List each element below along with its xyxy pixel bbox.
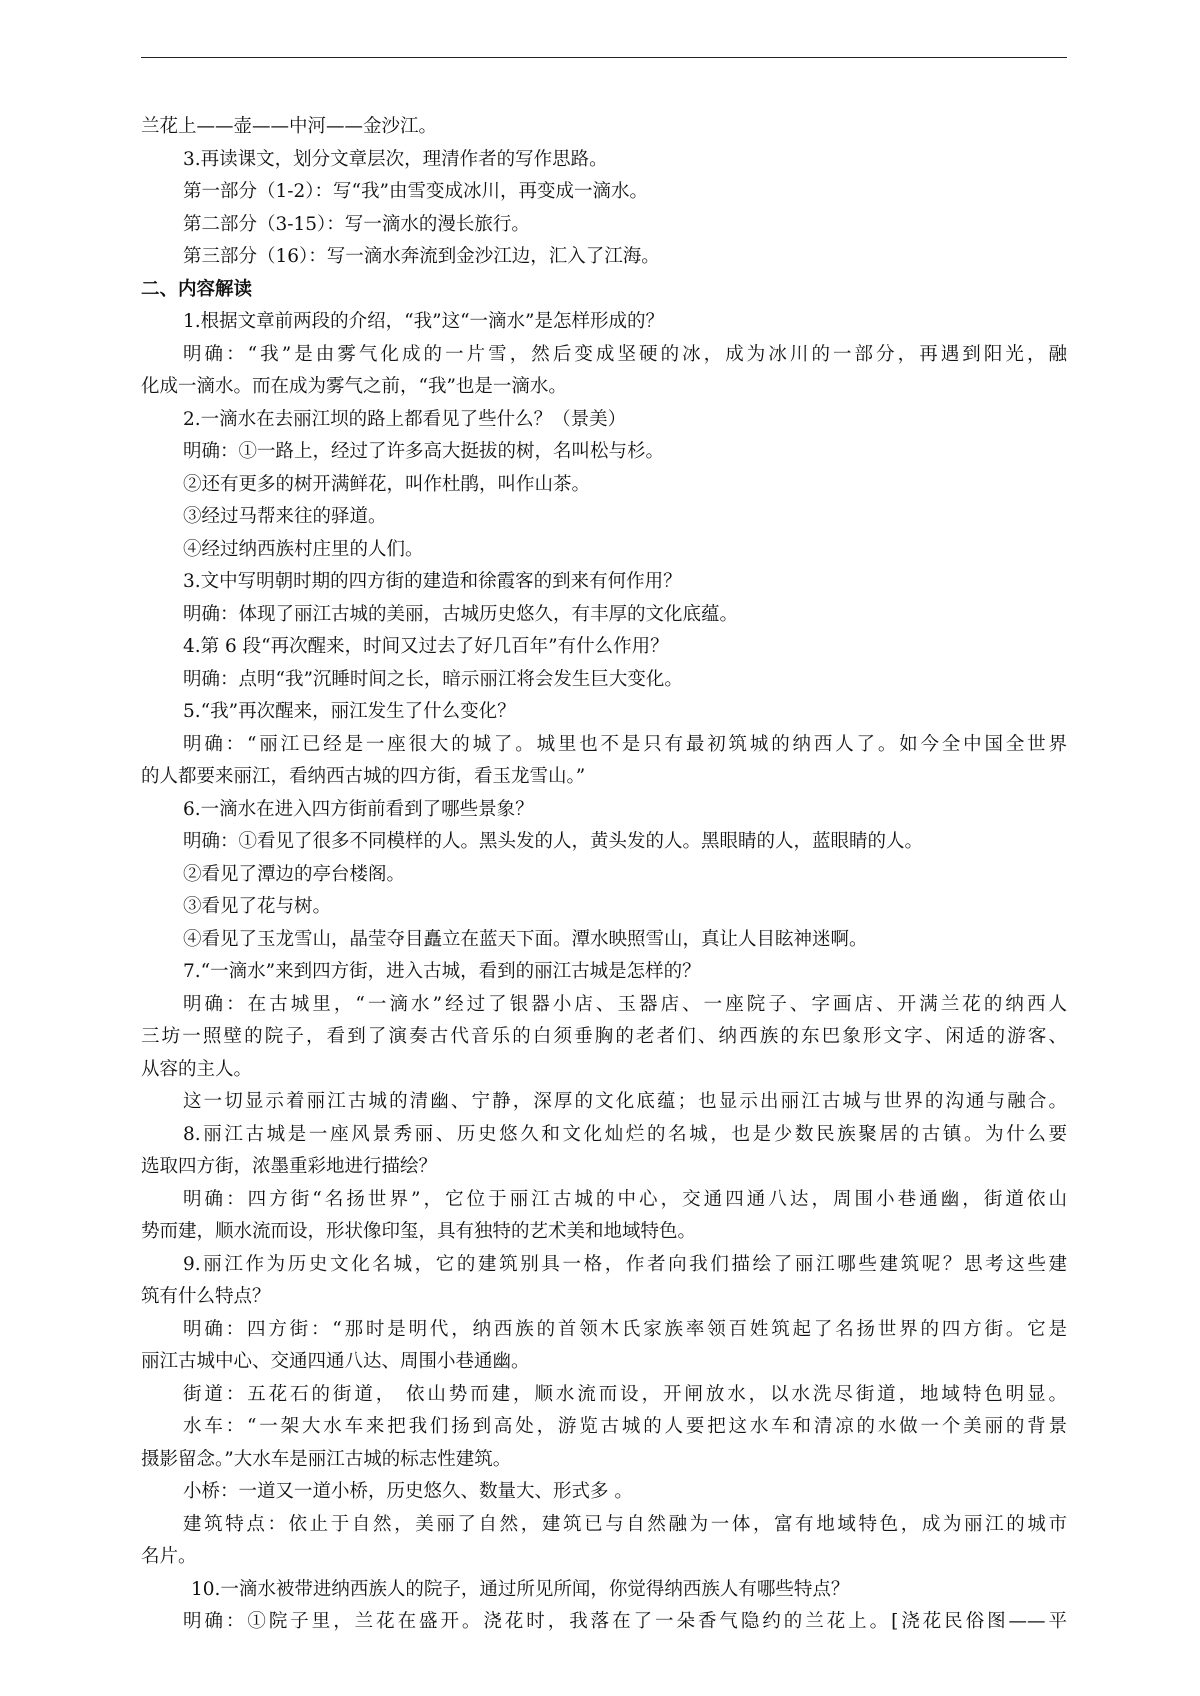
- text-line: 第三部分（16）：写一滴水奔流到金沙江边，汇入了江海。: [183, 246, 660, 267]
- text-line: 明确：①一路上，经过了许多高大挺拔的树，名叫松与杉。: [183, 441, 665, 462]
- text-line: 筑有什么特点？: [141, 1286, 271, 1307]
- text-line: ②看见了潭边的亭台楼阁。: [183, 863, 406, 885]
- section-heading: 二、内容解读: [141, 278, 253, 300]
- text-line: 明确：四方街：“那时是明代，纳西族的首领木氏家族率领百姓筑起了名扬世界的四方街。它是: [183, 1318, 1067, 1340]
- text-line: 名片。: [141, 1546, 197, 1567]
- text-line: 从容的主人。: [141, 1058, 253, 1080]
- text-line: 明确：①院子里，兰花在盛开。浇花时，我落在了一朵香气隐约的兰花上。[浇花民俗图——平: [183, 1611, 1067, 1632]
- text-line: 6.一滴水在进入四方街前看到了哪些景象？: [183, 798, 534, 820]
- text-line: 明确：点明“我”沉睡时间之长，暗示丽江将会发生巨大变化。: [183, 668, 683, 690]
- header-rule: [141, 57, 1067, 58]
- text-line: 丽江古城中心、交通四通八达、周围小巷通幽。: [141, 1351, 530, 1372]
- text-line: 摄影留念。”大水车是丽江古城的标志性建筑。: [141, 1448, 512, 1470]
- text-line: 7.“一滴水”来到四方街，进入古城，看到的丽江古城是怎样的？: [183, 961, 701, 982]
- text-line: 第二部分（3-15）：写一滴水的漫长旅行。: [183, 213, 530, 235]
- text-line: 选取四方街，浓墨重彩地进行描绘？: [141, 1156, 438, 1177]
- text-line: 明确：①看见了很多不同模样的人。黑头发的人，黄头发的人。黑眼睛的人，蓝眼睛的人。: [183, 831, 924, 852]
- text-line: 3.再读课文，划分文章层次，理清作者的写作思路。: [183, 148, 608, 170]
- text-line: 9.丽江作为历史文化名城，它的建筑别具一格，作者向我们描绘了丽江哪些建筑呢？思考这些建: [183, 1253, 1067, 1275]
- text-line: 化成一滴水。而在成为雾气之前，“我”也是一滴水。: [141, 376, 567, 397]
- text-line: 三坊一照壁的院子，看到了演奏古代音乐的白须垂胸的老者们、纳西族的东巴象形文字、闲适的游客、: [141, 1026, 1067, 1047]
- text-line: 水车：“一架大水车来把我们扬到高处，游览古城的人要把这水车和清凉的水做一个美丽的背景: [183, 1416, 1067, 1437]
- text-line: ②还有更多的树开满鲜花，叫作杜鹃，叫作山茶。: [183, 473, 591, 495]
- document-body: [141, 111, 1067, 1639]
- text-line: ④看见了玉龙雪山，晶莹夺目矗立在蓝天下面。潭水映照雪山，真让人目眩神迷啊。: [183, 928, 868, 950]
- text-line: 第一部分（1-2）：写“我”由雪变成冰川，再变成一滴水。: [183, 181, 648, 202]
- text-line: 8.丽江古城是一座风景秀丽、历史悠久和文化灿烂的名城，也是少数民族聚居的古镇。为什么要: [183, 1123, 1067, 1145]
- text-line: 2.一滴水在去丽江坝的路上都看见了些什么？（景美）: [183, 408, 627, 430]
- text-line: 这一切显示着丽江古城的清幽、宁静，深厚的文化底蕴；也显示出丽江古城与世界的沟通与融合。: [183, 1091, 1067, 1112]
- text-line: 明确：四方街“名扬世界”，它位于丽江古城的中心，交通四通八达，周围小巷通幽，街道依山: [183, 1188, 1067, 1210]
- text-line: 5.“我”再次醒来，丽江发生了什么变化？: [183, 701, 516, 722]
- text-line: 小桥：一道又一道小桥，历史悠久、数量大、形式多 。: [183, 1481, 633, 1502]
- text-line: 街道：五花石的街道， 依山势而建，顺水流而设，开闸放水，以水洗尽街道，地域特色明显。: [183, 1383, 1067, 1405]
- text-line: ③看见了花与树。: [183, 896, 332, 917]
- text-line: 的人都要来丽江，看纳西古城的四方街，看玉龙雪山。”: [141, 766, 586, 787]
- text-line: 10.一滴水被带进纳西族人的院子，通过所见所闻，你觉得纳西族人有哪些特点？: [191, 1578, 850, 1600]
- text-line: 建筑特点：依止于自然，美丽了自然，建筑已与自然融为一体，富有地域特色，成为丽江的城市: [183, 1513, 1067, 1535]
- text-line: 明确：“丽江已经是一座很大的城了。城里也不是只有最初筑城的纳西人了。如今全中国全世界: [183, 733, 1067, 755]
- text-line: 4.第 6 段“再次醒来，时间又过去了好几百年”有什么作用？: [183, 636, 669, 657]
- text-line: 明确：在古城里，“一滴水”经过了银器小店、玉器店、一座院子、字画店、开满兰花的纳西人: [183, 993, 1067, 1015]
- text-line: 明确：体现了丽江古城的美丽，古城历史悠久，有丰厚的文化底蕴。: [183, 603, 739, 625]
- text-line: 兰花上——壶——中河——金沙江。: [141, 116, 438, 137]
- text-line: ④经过纳西族村庄里的人们。: [183, 538, 424, 560]
- text-line: 3.文中写明朝时期的四方街的建造和徐霞客的到来有何作用？: [183, 571, 682, 592]
- text-line: 势而建，顺水流而设，形状像印玺，具有独特的艺术美和地域特色。: [141, 1221, 697, 1242]
- text-line: ③经过马帮来往的驿道。: [183, 506, 387, 527]
- text-line: 1.根据文章前两段的介绍，“我”这“一滴水”是怎样形成的？: [183, 311, 664, 332]
- text-line: 明确：“我”是由雾气化成的一片雪，然后变成坚硬的冰，成为冰川的一部分，再遇到阳光，融: [183, 343, 1067, 365]
